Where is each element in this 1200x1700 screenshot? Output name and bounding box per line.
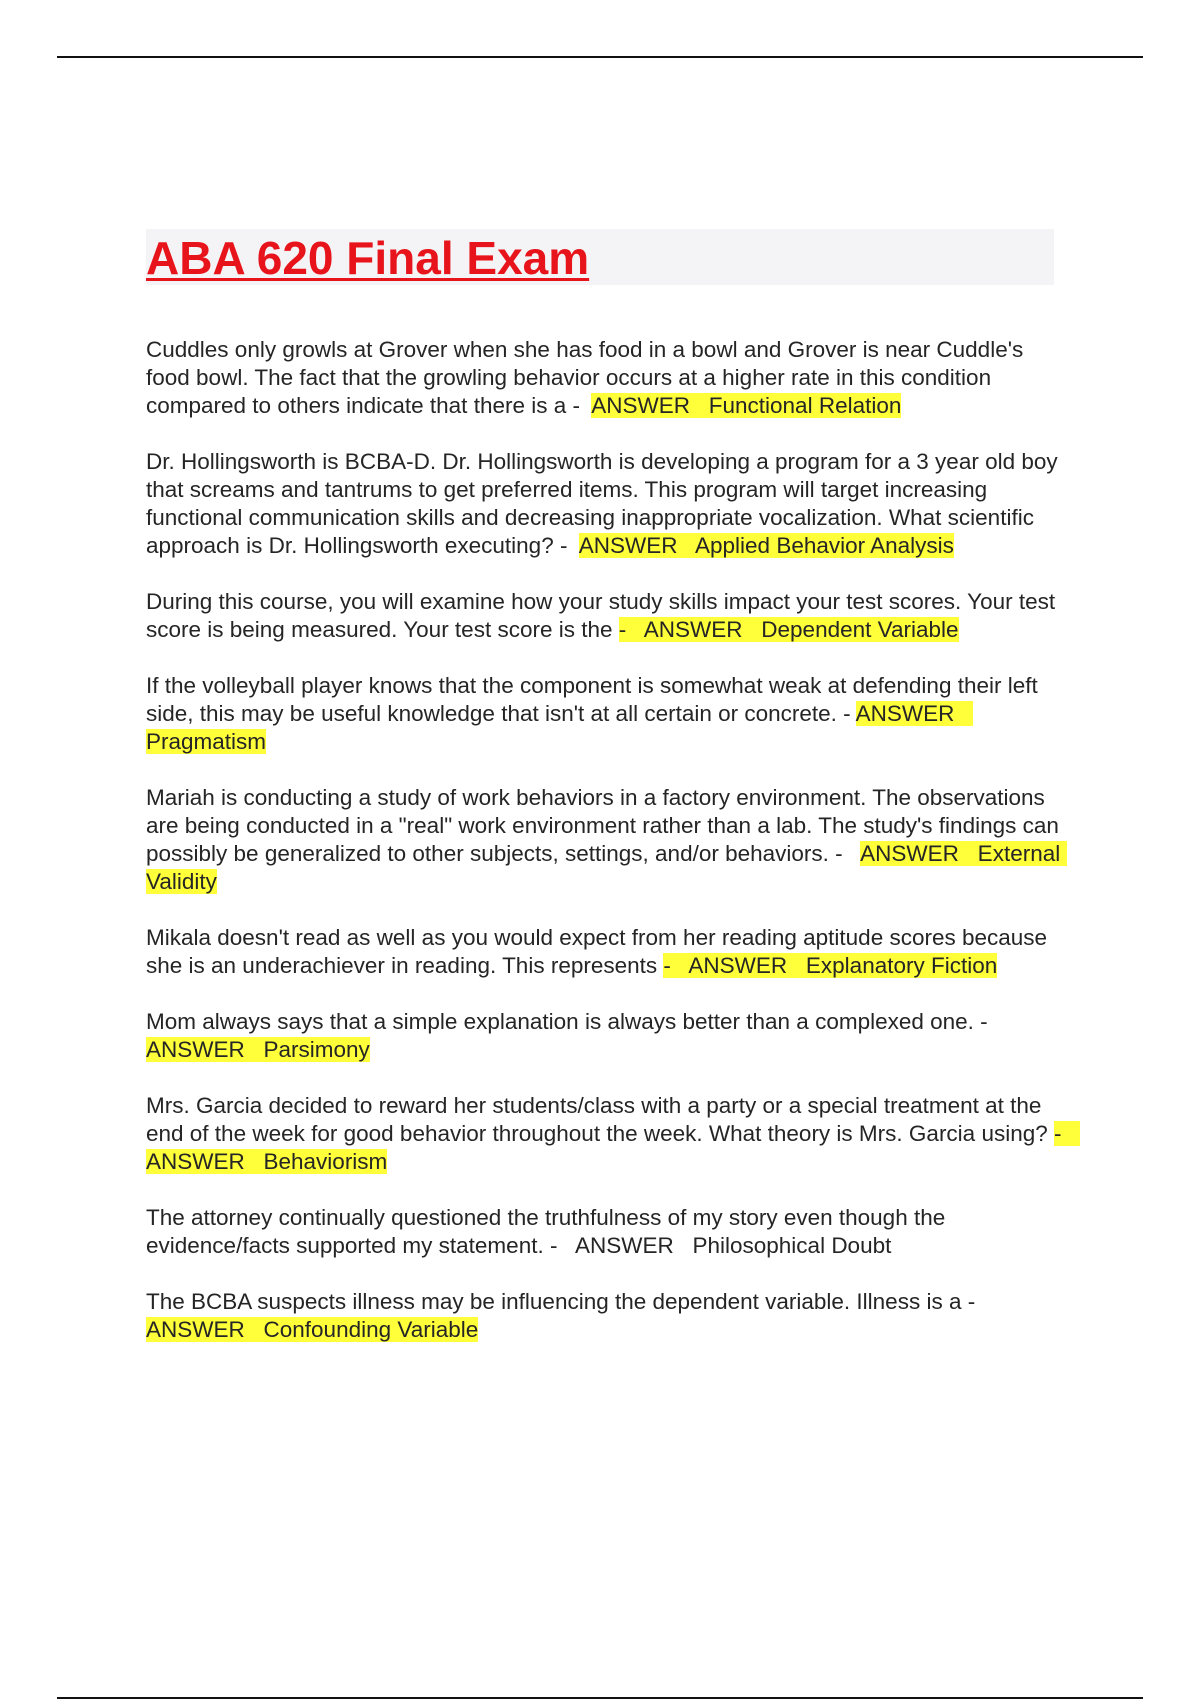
qa-item-9: [146, 1204, 1066, 1260]
answer-highlight: - ANSWER Behaviorism: [146, 1121, 1081, 1174]
answer-highlight: - ANSWER Explanatory Fiction: [663, 953, 998, 978]
qa-item-3: [146, 588, 1066, 644]
qa-item-1: [146, 336, 1066, 420]
question-text: If the volleyball player knows that the component is somewhat weak at defending their left side, this may be useful knowledge that isn't at all certain or concrete. -: [146, 673, 1038, 726]
question-text: Mrs. Garcia decided to reward her students/class with a party or a special treatment at the end of the week for good behavior throughout the week. What theory is Mrs. Garcia using?: [146, 1093, 1054, 1146]
answer-highlight: - ANSWER Dependent Variable: [618, 617, 959, 642]
answer-highlight: ANSWER External Validity: [146, 841, 1067, 894]
question-text: Cuddles only growls at Grover when she has food in a bowl and Grover is near Cuddle's food bowl. The fact that the growling behavior occurs at a higher rate in this condition compared to others indicate that there is a -: [146, 337, 1024, 418]
question-text: Mom always says that a simple explanation is always better than a complexed one. -: [146, 1009, 988, 1034]
question-text: Mariah is conducting a study of work behaviors in a factory environment. The observations are being conducted in a "real" work environment rather than a lab. The study's findings can possibly be generalized to other subjects, settings, and/or behaviors. -: [146, 785, 1059, 866]
qa-item-10: [146, 1288, 1066, 1344]
qa-list: [146, 336, 1081, 1372]
document-title: ABA 620 Final Exam: [146, 232, 590, 284]
answer-highlight: ANSWER Functional Relation: [591, 393, 902, 418]
qa-item-4: [146, 672, 1066, 756]
question-text: During this course, you will examine how your study skills impact your test scores. Your test score is being measured. Your test score is the: [146, 589, 1056, 642]
answer-highlight: ANSWER Applied Behavior Analysis: [578, 533, 954, 558]
question-text: The attorney continually questioned the truthfulness of my story even though the evidence/facts supported my statement. -: [146, 1205, 946, 1258]
qa-item-5: [146, 784, 1066, 896]
answer-text: ANSWER Philosophical Doubt: [574, 1233, 892, 1258]
top-rule: [57, 56, 1143, 58]
question-text: Mikala doesn't read as well as you would expect from her reading aptitude scores because she is an underachiever in reading. This represents: [146, 925, 1048, 978]
qa-item-7: [146, 1008, 1066, 1064]
answer-highlight: ANSWER Parsimony: [146, 1037, 370, 1062]
qa-item-6: [146, 924, 1066, 980]
question-text: The BCBA suspects illness may be influencing the dependent variable. Illness is a -: [146, 1289, 976, 1314]
bottom-rule: [57, 1697, 1143, 1699]
question-text: Dr. Hollingsworth is BCBA-D. Dr. Hollingsworth is developing a program for a 3 year old boy that screams and tantrums to get preferred items. This program will target increasing functional communication skills and decreasing inappropriate vocalization. What scientific approach is Dr. Hollingsworth executing? -: [146, 449, 1058, 558]
answer-highlight: ANSWER Pragmatism: [146, 701, 974, 754]
qa-item-2: [146, 448, 1066, 560]
qa-item-8: [146, 1092, 1081, 1176]
answer-highlight: ANSWER Confounding Variable: [146, 1317, 479, 1342]
